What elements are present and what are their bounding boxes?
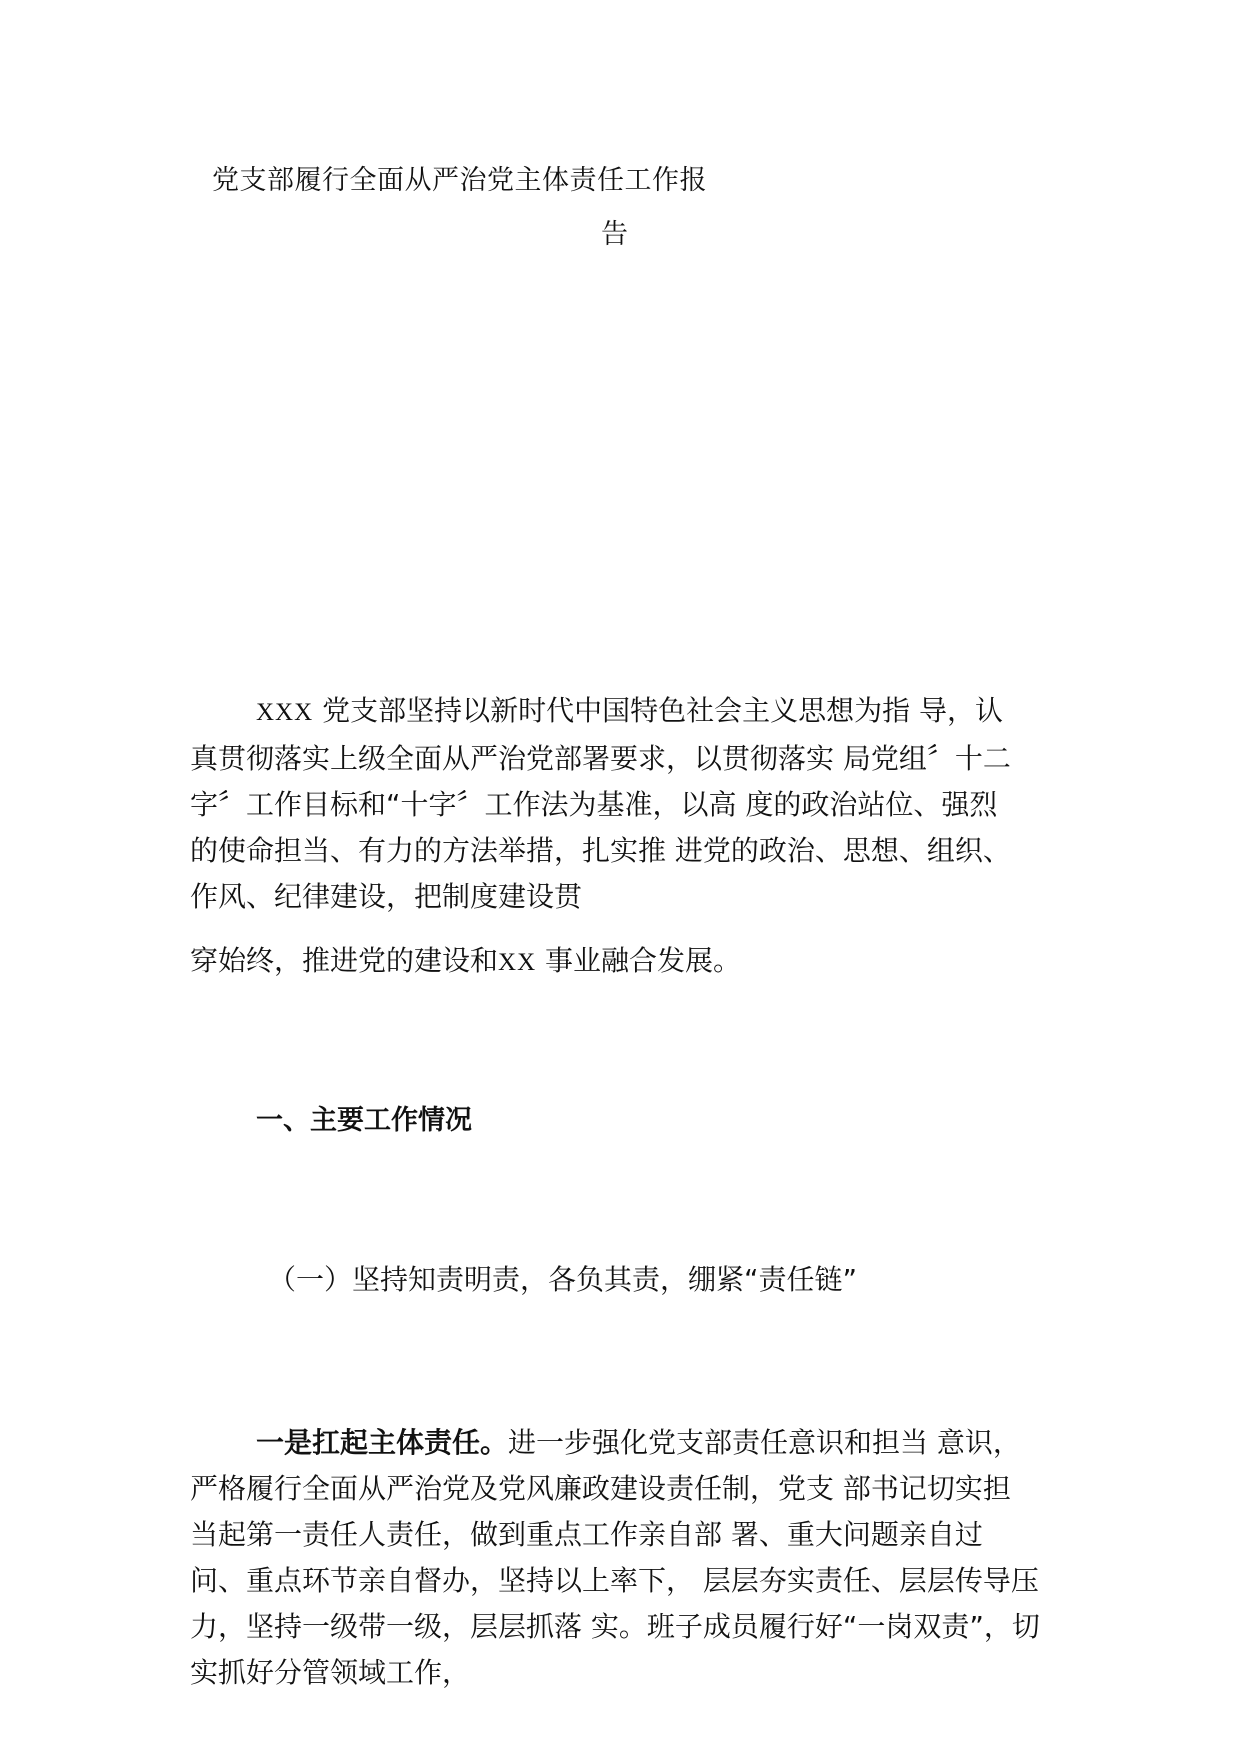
document-title-line1: 党支部履行全面从严治党主体责任工作报 xyxy=(212,165,707,196)
intro-line-6 xyxy=(190,938,741,986)
section-heading-1: 一、主要工作情况 xyxy=(256,1105,472,1136)
intro-line-3: 字〞工作目标和“十字〞工作法为基准，以高 度的政治站位、强烈 xyxy=(190,788,998,821)
body-paragraph-1 xyxy=(190,1420,1070,1696)
intro-line-2: 真贯彻落实上级全面从严治党部署要求，以贯彻落实 局党组〞十二 xyxy=(190,742,1011,775)
document-title-line2: 告 xyxy=(601,219,628,250)
intro-paragraph xyxy=(190,688,1070,920)
intro-line-6-a: 穿始终，推进党的建设和 xyxy=(190,944,499,977)
intro-line-4: 的使命担当、有力的方法举措，扎实推 进党的政治、思想、组织、 xyxy=(190,834,1011,867)
intro-line-6-b: 事业融合发展。 xyxy=(536,944,742,977)
body-line-3: 当起第一责任人责任，做到重点工作亲自部 署、重大问题亲自过 xyxy=(190,1518,983,1551)
body-line-2: 严格履行全面从严治党及党风廉政建设责任制，党支 部书记切实担 xyxy=(190,1472,1011,1505)
body-line-1 xyxy=(190,1420,1070,1466)
subsection-heading-1: （一）坚持知责明责，各负其责，绷紧“责任链” xyxy=(268,1263,858,1296)
intro-line-5: 作风、纪律建设，把制度建设贯 xyxy=(190,880,583,913)
body-line-4: 问、重点环节亲自督办，坚持以上率下， 层层夯实责任、层层传导压 xyxy=(190,1564,1039,1597)
body-line-5: 力，坚持一级带一级，层层抓落 实。班子成员履行好“一岗双责”，切 xyxy=(190,1610,1040,1643)
intro-line-1 xyxy=(190,688,1070,736)
body-line-6: 实抓好分管领域工作， xyxy=(190,1656,471,1689)
body-line-1-text: 进一步强化党支部责任意识和担当 意识， xyxy=(508,1426,1021,1459)
intro-branch-name: XXX xyxy=(256,699,314,726)
body-lead-phrase: 一是扛起主体责任。 xyxy=(256,1426,509,1459)
intro-line-6-xx: XX xyxy=(498,949,537,976)
intro-line-1-text: 党支部坚持以新时代中国特色社会主义思想为指 导，认 xyxy=(313,694,1003,727)
